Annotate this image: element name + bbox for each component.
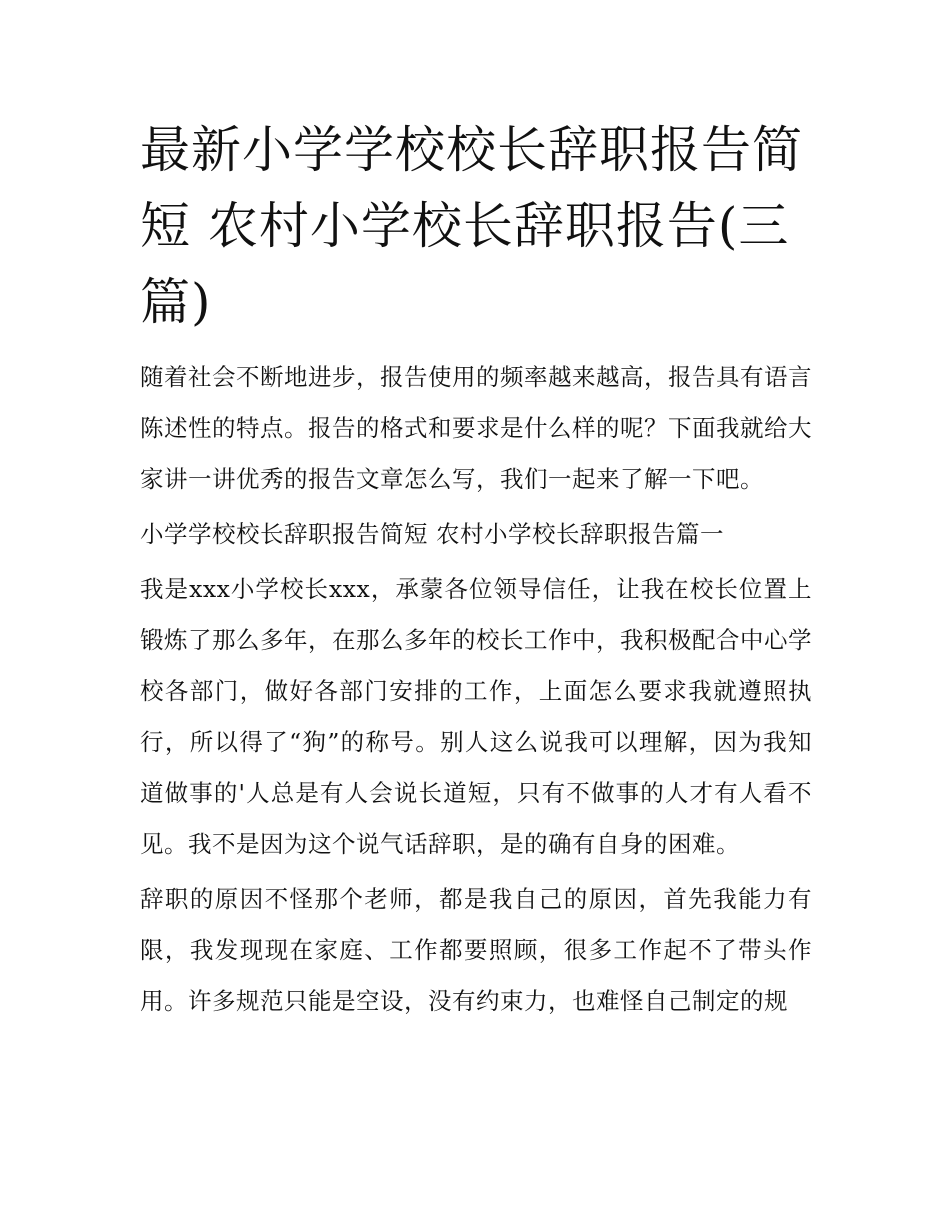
document-body bbox=[140, 352, 812, 1031]
intro-paragraph: 随着社会不断地进步，报告使用的频率越来越高，报告具有语言陈述性的特点。报告的格式和要求是什么样的呢？下面我就给大家讲一讲优秀的报告文章怎么写，我们一起来了解一下吧。 bbox=[140, 363, 812, 493]
body-paragraph: 我是xxx小学校长xxx，承蒙各位领导信任，让我在校长位置上锻炼了那么多年，在那么多年的校长工作中，我积极配合中心学校各部门，做好各部门安排的工作，上面怎么要求我就遵照执行，所以得了“狗”的称号。别人这么说我可以理解，因为我知道做事的'人总是有人会说长道短，只有不做事的人才有人看不见。我不是因为这个说气话辞职，是的确有自身的困难。 bbox=[140, 575, 812, 858]
document-title: 最新小学学校校长辞职报告简短 农村小学校长辞职报告(三篇) bbox=[140, 121, 803, 331]
body-paragraph: 辞职的原因不怪那个老师，都是我自己的原因，首先我能力有限，我发现现在家庭、工作都要照顾，很多工作起不了带头作用。许多规范只能是空设，没有约束力，也难怪自己制定的规 bbox=[140, 885, 812, 1015]
section-heading: 小学学校校长辞职报告简短 农村小学校长辞职报告篇一 bbox=[140, 520, 724, 548]
